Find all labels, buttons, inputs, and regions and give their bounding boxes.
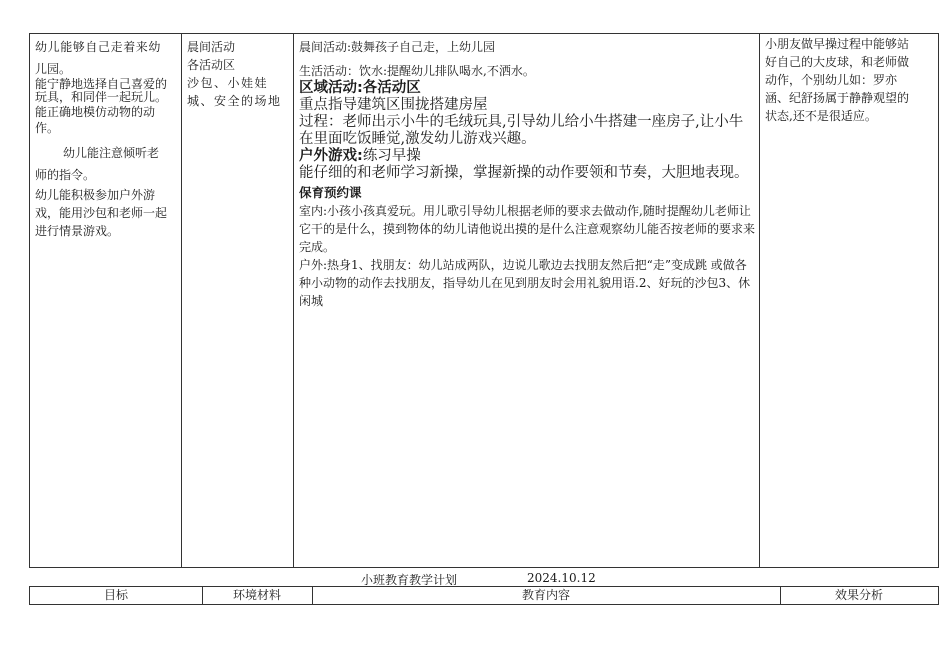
materials-line: 晨间活动	[187, 40, 236, 54]
goal-line: 能正确地模仿动物的动作。	[35, 105, 156, 135]
header-goal: 目标	[103, 588, 128, 602]
morning-activity: 晨间活动:鼓舞孩子自己走，上幼儿园	[299, 40, 496, 54]
goal-line: 幼儿能积极参加户外游戏，能用沙包和老师一起进行情景游戏。	[35, 188, 168, 238]
plan-date: 2024.10.12	[527, 571, 596, 585]
content-cell	[299, 38, 757, 310]
plan-title: 小班教育教学计划	[361, 573, 458, 587]
column-divider	[181, 34, 182, 567]
outdoor-game-title: 练习早操	[362, 148, 421, 164]
care-class-title: 保育预约课	[299, 185, 362, 200]
analysis-text: 小朋友做早操过程中能够站好自己的大皮球，和老师做动作，个别幼儿如：罗亦涵、纪舒扬属于静静观望的状态,还不是很适应。	[765, 37, 910, 123]
header-analysis: 效果分析	[834, 588, 883, 602]
next-table-header	[29, 586, 939, 605]
indoor-activity: 室内:小孩小孩真爱玩。用儿歌引导幼儿根据老师的要求去做动作,随时提醒幼儿老师让它干的是什么，摸到物体的幼儿请他说出摸的是什么注意观察幼儿能否按老师的要求来完成。	[299, 204, 756, 254]
outdoor-game-label: 户外游戏:	[299, 148, 363, 164]
analysis-cell	[765, 35, 915, 125]
materials-cell	[187, 38, 287, 110]
area-activity-title: 区域活动:各活动区	[299, 80, 421, 96]
column-divider	[293, 34, 294, 567]
area-activity-focus: 重点指导建筑区围拢搭建房屋	[299, 97, 488, 113]
goal-line: 师的指令。	[35, 168, 96, 182]
goal-line: 儿园。	[35, 62, 72, 76]
header-materials: 环境材料	[232, 588, 281, 602]
outdoor-game-desc: 能仔细的和老师学习新操，掌握新操的动作要领和节奏，大胆地表现。	[299, 165, 749, 181]
goal-line: 幼儿能注意倾听老	[63, 146, 160, 160]
life-activity: 生活活动：饮水:提醒幼儿排队喝水,不洒水。	[299, 64, 535, 78]
goal-line: 幼儿能够自己走着来幼	[35, 40, 162, 54]
column-divider	[759, 34, 760, 567]
area-activity-process: 过程：老师出示小牛的毛绒玩具,引导幼儿给小牛搭建一座房子,让小牛在里面吃饭睡觉,激发幼儿游戏兴趣。	[299, 114, 744, 147]
header-content: 教育内容	[521, 588, 570, 602]
goal-line: 能宁静地选择自己喜爱的玩具，和同伴一起玩儿。	[35, 77, 168, 104]
outdoor-activity: 户外:热身1、找朋友：幼儿站成两队，边说儿歌边去找朋友然后把“走”变成跳 或做各种小动物的动作去找朋友，指导幼儿在见到朋友时会用礼貌用语.2、好玩的沙包3、休闲城	[299, 258, 751, 308]
materials-line: 各活动区	[187, 58, 236, 72]
materials-line: 沙包、小娃娃城、安全的场地	[187, 76, 282, 108]
goals-cell	[35, 38, 177, 240]
